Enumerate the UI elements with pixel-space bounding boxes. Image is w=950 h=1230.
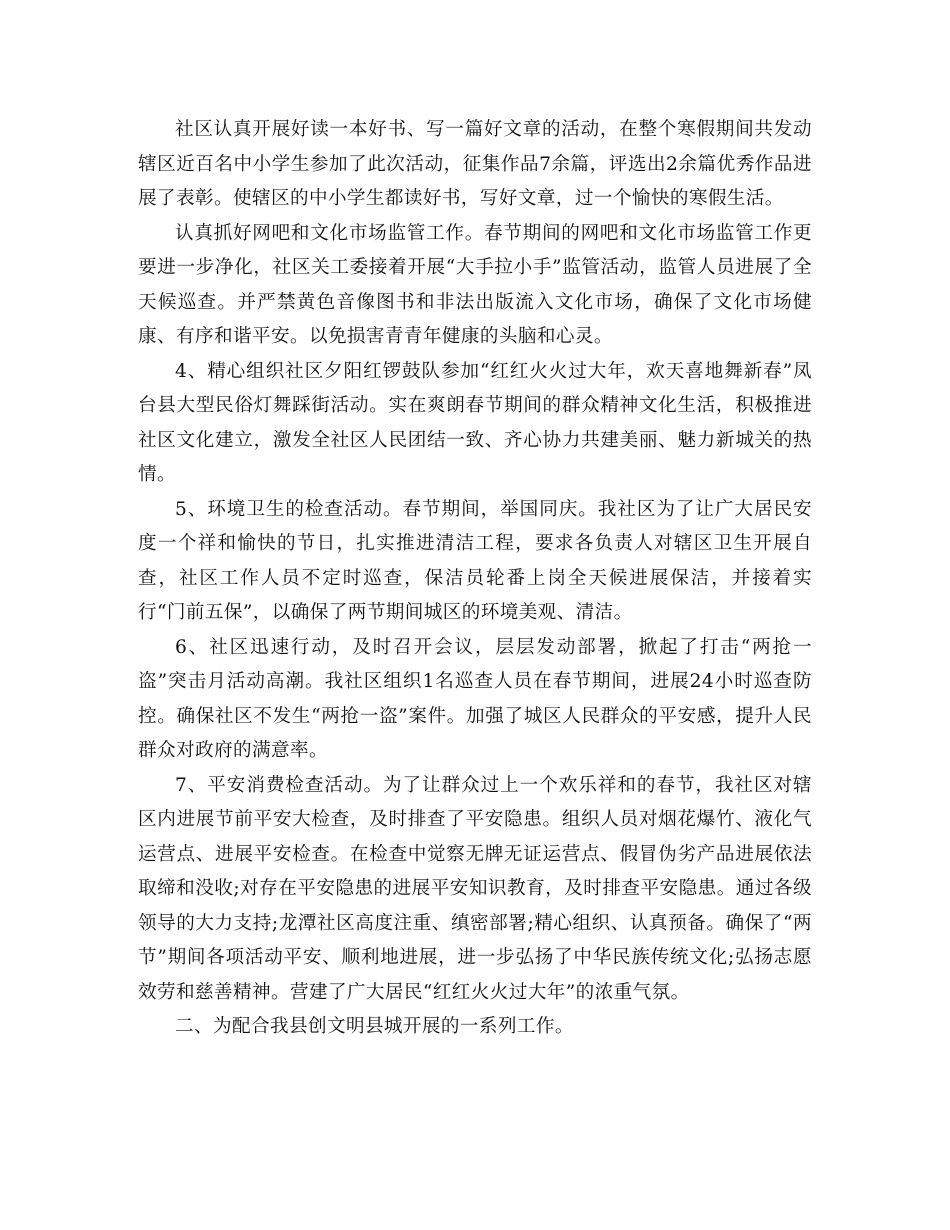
section-heading-civilized-county: 二、为配合我县创文明县城开展的一系列工作。: [175, 1016, 574, 1037]
paragraph-internet-cafe-supervision: 认真抓好网吧和文化市场监管工作。春节期间的网吧和文化市场监管工作更要进一步净化，社区关工委接着开展“大手拉小手”监管活动，监管人员进展了全天候巡查。并严禁黄色音像图书和非法出版流入文化市场，确保了文化市场健康、有序和谐平安。以免损害青青年健康的头脑和心灵。: [138, 222, 812, 347]
paragraph-anti-theft-campaign: 6、社区迅速行动，及时召开会议，层层发动部署，掀起了打击“两抢一盗”突击月活动高潮。我社区组织1名巡查人员在春节期间，进展24小时巡查防控。确保社区不发生“两抢一盗”案件。加强了城区人民群众的平安感，提升人民群众对政府的满意率。: [138, 636, 812, 761]
document-body: [138, 113, 812, 1045]
paragraph-safety-inspection: 7、平安消费检查活动。为了让群众过上一个欢乐祥和的春节，我社区对辖区内进展节前平安大检查，及时排查了平安隐患。组织人员对烟花爆竹、液化气运营点、进展平安检查。在检查中觉察无牌无证运营点、假冒伪劣产品进展依法取缔和没收;对存在平安隐患的进展平安知识教育，及时排查平安隐患。通过各级领导的大力支持;龙潭社区高度注重、缜密部署;精心组织、认真预备。确保了“两节”期间各项活动平安、顺利地进展，进一步弘扬了中华民族传统文化;弘扬志愿效劳和慈善精神。营建了广大居民“红红火火过大年”的浓重气氛。: [138, 774, 812, 1003]
paragraph-drum-team: 4、精心组织社区夕阳红锣鼓队参加“红红火火过大年，欢天喜地舞新春”凤台县大型民俗灯舞踩街活动。实在爽朗春节期间的群众精神文化生活，积极推进社区文化建立，激发全社区人民团结一致、齐心协力共建美丽、魅力新城关的热情。: [138, 360, 812, 485]
paragraph-reading-activity: 社区认真开展好读一本好书、写一篇好文章的活动，在整个寒假期间共发动辖区近百名中小学生参加了此次活动，征集作品7余篇，评选出2余篇优秀作品进展了表彰。使辖区的中小学生都读好书，写好文章，过一个愉快的寒假生活。: [138, 119, 812, 209]
paragraph-sanitation-check: 5、环境卫生的检查活动。春节期间，举国同庆。我社区为了让广大居民安度一个祥和愉快的节日，扎实推进清洁工程，要求各负责人对辖区卫生开展自查，社区工作人员不定时巡查，保洁员轮番上岗全天候进展保洁，并接着实行“门前五保”，以确保了两节期间城区的环境美观、清洁。: [138, 498, 812, 623]
